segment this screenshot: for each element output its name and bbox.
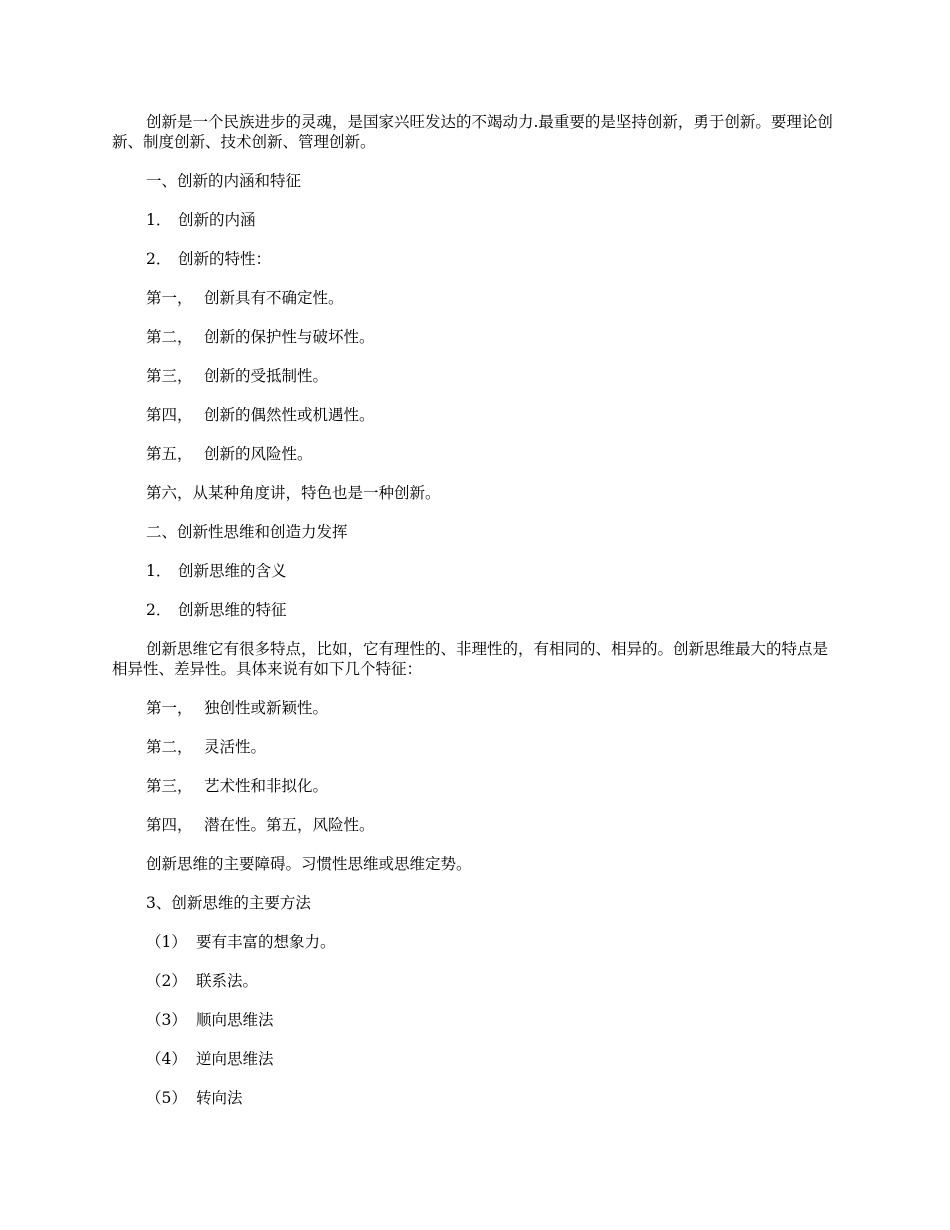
- trait-text: 创新的风险性。: [204, 445, 313, 463]
- trait-3: [146, 366, 328, 386]
- method-number: （4）: [146, 1050, 187, 1068]
- item-text: 创新思维的含义: [178, 562, 287, 580]
- ordinal: 第三，: [146, 777, 193, 795]
- ordinal: 第二，: [146, 328, 193, 346]
- ordinal: 第三，: [146, 367, 193, 385]
- feature-text: 独创性或新颖性。: [204, 699, 329, 717]
- method-2: [146, 971, 258, 991]
- method-number: （5）: [146, 1089, 187, 1107]
- trait-1: [146, 288, 344, 308]
- method-4: [146, 1049, 274, 1069]
- item-text: 创新思维的特征: [178, 601, 287, 619]
- item-text: 创新的内涵: [178, 211, 256, 229]
- trait-text: 创新的保护性与破坏性。: [204, 328, 375, 346]
- method-number: （1）: [146, 933, 187, 951]
- ordinal: 第一，: [146, 699, 193, 717]
- feature-4: [146, 815, 375, 835]
- ordinal: 第五，: [146, 445, 193, 463]
- ordinal: 第四，: [146, 406, 193, 424]
- method-text: 顺向思维法: [196, 1011, 274, 1029]
- trait-text: 创新的受抵制性。: [204, 367, 329, 385]
- method-5: [146, 1088, 243, 1108]
- feature-text: 艺术性和非拟化。: [204, 777, 329, 795]
- method-text: 联系法。: [196, 972, 259, 990]
- method-3: [146, 1010, 274, 1030]
- feature-text: 潜在性。第五，风险性。: [204, 816, 375, 834]
- ordinal: 第二，: [146, 738, 193, 756]
- trait-text: 创新具有不确定性。: [204, 289, 344, 307]
- obstacle-line: 创新思维的主要障碍。习惯性思维或思维定势。: [146, 855, 472, 873]
- section-2-heading: 二、创新性思维和创造力发挥: [146, 523, 348, 541]
- trait-text: 创新的偶然性或机遇性。: [204, 406, 375, 424]
- method-text: 转向法: [196, 1089, 243, 1107]
- features-intro-paragraph: 创新思维它有很多特点，比如，它有理性的、非理性的，有相同的、相异的。创新思维最大的特点是相异性、差异性。具体来说有如下几个特征：: [112, 640, 829, 678]
- trait-5: [146, 444, 313, 464]
- trait-2: [146, 327, 375, 347]
- ordinal: 第一，: [146, 289, 193, 307]
- item-number: 2．: [146, 250, 172, 268]
- section-1-heading: 一、创新的内涵和特征: [146, 172, 302, 190]
- method-number: （3）: [146, 1011, 187, 1029]
- section-2-item-1: [146, 561, 287, 581]
- method-number: （2）: [146, 972, 187, 990]
- feature-text: 灵活性。: [204, 738, 267, 756]
- trait-4: [146, 405, 375, 425]
- section-1-item-2: [146, 249, 271, 269]
- trait-6: 第六，从某种角度讲，特色也是一种创新。: [146, 484, 441, 502]
- item-text: 创新的特性：: [178, 250, 272, 268]
- method-1: [146, 932, 336, 952]
- section-1-item-1: [146, 210, 256, 230]
- ordinal: 第四，: [146, 816, 193, 834]
- feature-1: [146, 698, 328, 718]
- feature-2: [146, 737, 266, 757]
- intro-paragraph: 创新是一个民族进步的灵魂，是国家兴旺发达的不竭动力.最重要的是坚持创新，勇于创新。要理论创新、制度创新、技术创新、管理创新。: [112, 113, 833, 151]
- methods-heading: 3、创新思维的主要方法: [146, 894, 311, 912]
- item-number: 1．: [146, 211, 172, 229]
- method-text: 要有丰富的想象力。: [196, 933, 336, 951]
- feature-3: [146, 776, 328, 796]
- method-text: 逆向思维法: [196, 1050, 274, 1068]
- item-number: 2．: [146, 601, 172, 619]
- section-2-item-2: [146, 600, 287, 620]
- item-number: 1．: [146, 562, 172, 580]
